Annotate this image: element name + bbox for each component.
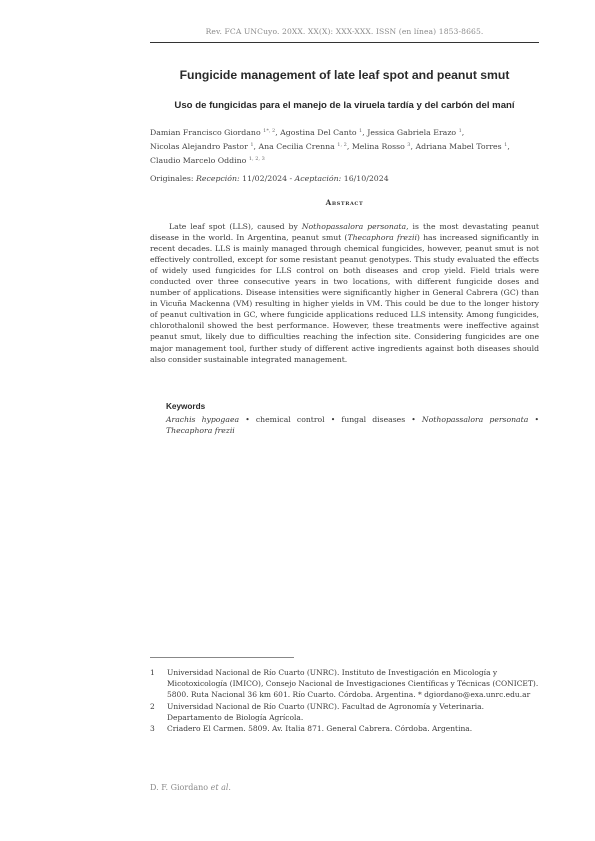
affiliation-mark: 1 <box>504 142 508 148</box>
author: Damian Francisco Giordano $^{1*, 2}$, <box>150 128 281 137</box>
affiliation-mark: 3 <box>407 142 411 148</box>
keyword: Arachis hypogaea <box>166 415 240 424</box>
author: Adriana Mabel Torres $^1$, <box>415 142 510 151</box>
author: Agostina Del Canto $^1$, <box>280 128 368 137</box>
keyword: Nothopassalora personata <box>421 415 529 424</box>
received-label: Recepción: <box>195 174 240 183</box>
paper-subtitle: Uso de fungicidas para el manejo de la viruela tardía y del carbón del maní <box>174 100 515 111</box>
affiliation-mark: 1*, 2 <box>263 128 276 134</box>
author: Jessica Gabriela Erazo $^1$, <box>367 128 465 137</box>
author: Nicolas Alejandro Pastor $^1$, <box>150 142 259 151</box>
accepted-label: Aceptación: <box>294 174 342 183</box>
footnote: 1 Universidad Nacional de Río Cuarto (UNRC). Instituto de Investigación en Micología y Micotoxicología (IMICO), Consejo Nacional de Investigaciones Científicas y Técnicas (CONICET). 5800. Ruta Nacional 36 km 601. Río Cuarto. Córdoba. Argentina. * dgiordano@exa.unrc.edu.ar <box>150 668 539 700</box>
abstract-text: Late leaf spot (LLS), caused by Nothopassalora personata, is the most devastating peanut disease in the world. In Argentina, peanut smut (Thecaphora frezii) has increased significantly in recent decades. LLS is mainly managed through chemical fungicides, however, peanut smut is not effectively controlled, except for some resistant peanut genotypes. This study evaluated the effects of widely used fungicides for LLS control on both diseases and crop yield. Field trials were conducted over three consecutive years in two locations, with different fungicide doses and number of applications. Disease intensities were significantly higher in General Cabrera (GC) than in Vicuña Mackenna (VM) resulting in higher yields in VM. This could be due to the longer history of peanut cultivation in GC, where fungicide applications reduced LLS intensity. Among fungicides, chlorothalonil showed the best performance. However, these treatments were ineffective against peanut smut, likely due to difficulties reaching the infection site. Considering fungicides are one major management tool, further study of different active ingredients against both diseases should also consider sustainable integrated management. <box>150 222 540 364</box>
accepted-date: 16/10/2024 <box>341 174 389 183</box>
affiliation-mark: 1, 2, 3 <box>248 156 265 162</box>
abstract-heading: Abstract <box>325 198 364 207</box>
footer-author: D. F. Giordano et al. <box>150 783 231 792</box>
footnotes <box>150 667 539 734</box>
author: Melina Rosso $^3$, <box>351 142 416 151</box>
affiliation-mark: 1 <box>458 128 462 134</box>
submission-dates: Originales: Recepción: 11/02/2024 - Aceptación: 16/10/2024 <box>150 174 389 183</box>
keyword: Thecaphora frezii <box>166 426 235 435</box>
footnote: 2 Universidad Nacional de Río Cuarto (UNRC). Facultad de Agronomía y Veterinaria. Departamento de Biología Agrícola. <box>150 701 485 722</box>
running-head: Rev. FCA UNCuyo. 20XX. XX(X): XXX-XXX. ISSN (en línea) 1853-8665. <box>205 27 484 36</box>
footnote-rule <box>150 657 294 658</box>
author-list <box>150 125 539 167</box>
paper-title: Fungicide management of late leaf spot and peanut smut <box>179 68 510 82</box>
affiliation-mark: 1, 2 <box>337 142 347 148</box>
keywords-heading: Keywords <box>166 402 206 411</box>
author: Ana Cecilia Crenna $^{1, 2}$, <box>258 142 352 151</box>
affiliation-mark: 1 <box>250 142 254 148</box>
keywords-list: Arachis hypogaea • chemical control • fungal diseases • Nothopassalora personata • Thecaphora frezii <box>166 415 539 435</box>
author: Claudio Marcelo Oddino $^{1, 2, 3}$ <box>150 156 265 165</box>
received-date: 11/02/2024 - <box>239 174 295 183</box>
header-rule <box>150 42 539 43</box>
affiliation-mark: 1 <box>359 128 363 134</box>
footnote: 3 Criadero El Carmen. 5809. Av. Italia 871. General Cabrera. Córdoba. Argentina. <box>150 724 473 734</box>
